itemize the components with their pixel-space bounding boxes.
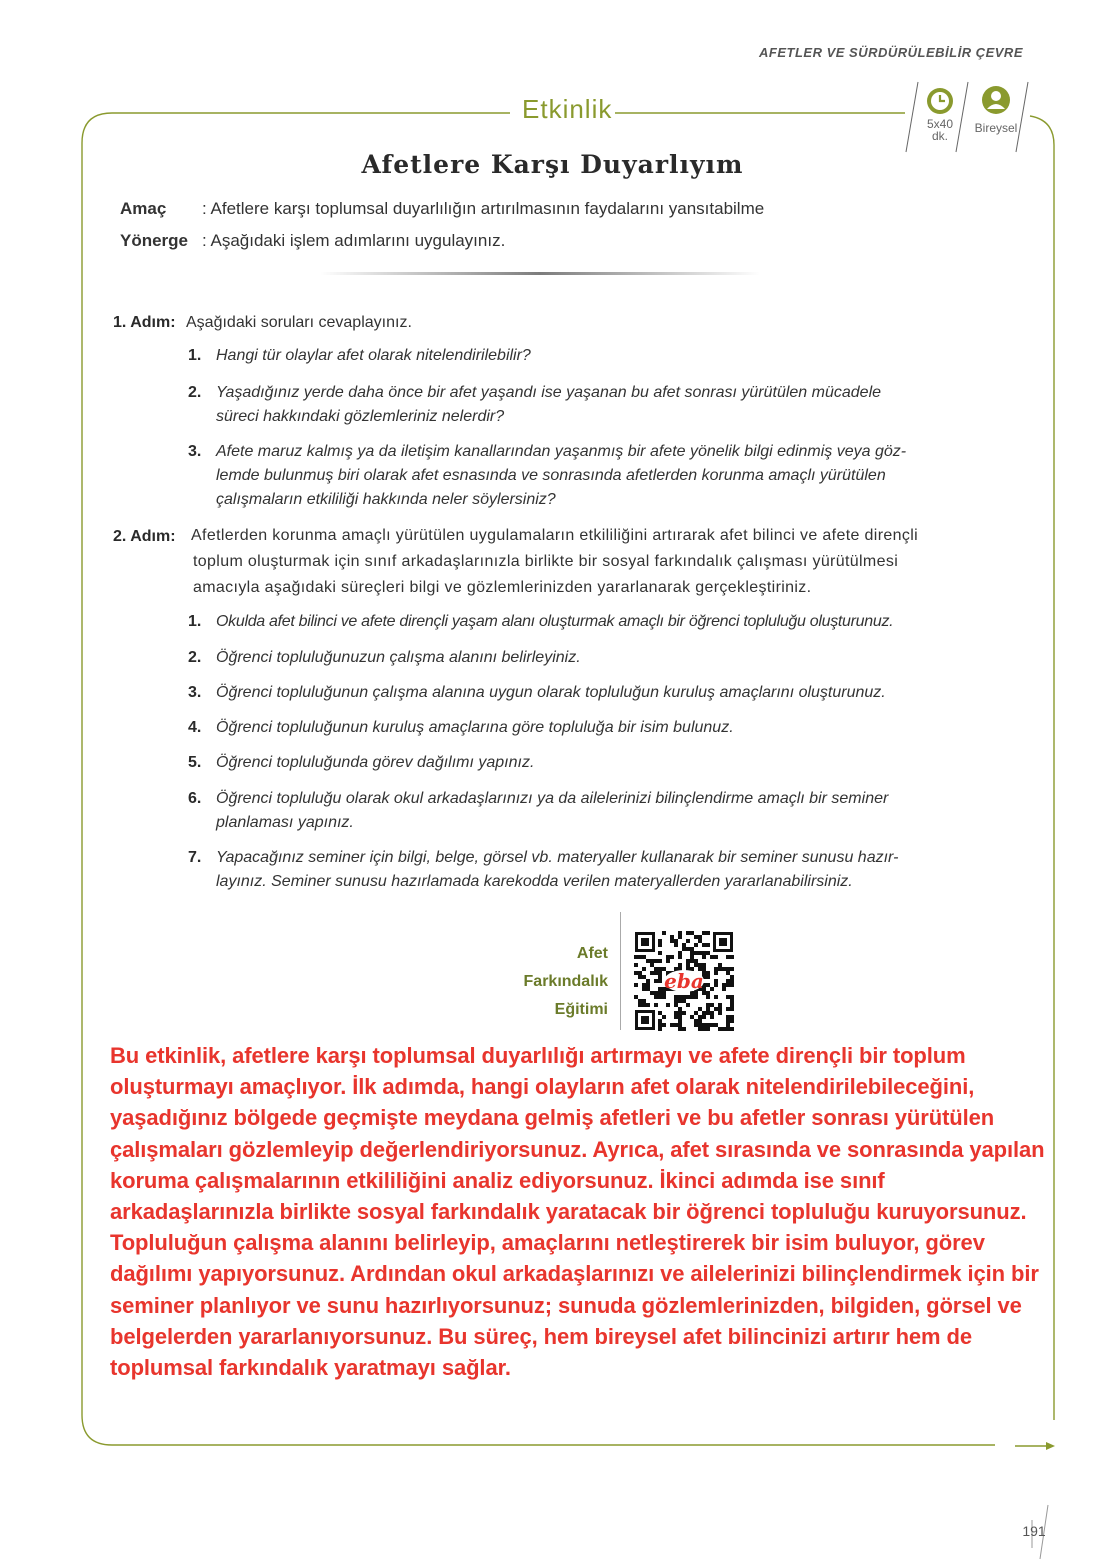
qr-module	[674, 943, 678, 947]
qr-label-line: Eğitimi	[554, 1001, 608, 1018]
item-line: planlaması yapınız.	[216, 814, 354, 831]
activity-title: Afetlere Karşı Duyarlıyım	[361, 150, 744, 179]
qr-module	[706, 951, 710, 955]
qr-module	[698, 1019, 702, 1023]
qr-module	[690, 931, 694, 935]
step2-item	[216, 787, 888, 835]
qr-module	[658, 951, 662, 955]
qr-module	[694, 951, 698, 955]
qr-module	[706, 1027, 710, 1031]
question-line: Yaşadığınız yerde daha önce bir afet yaşandı ise yaşanan bu afet sonrası yürütülen mücadele	[216, 384, 882, 401]
qr-module	[726, 1027, 730, 1031]
qr-module	[722, 967, 726, 971]
step1-question-number: 3.	[188, 443, 202, 460]
qr-module	[730, 975, 734, 979]
qr-module	[726, 1007, 730, 1011]
qr-module	[682, 995, 686, 999]
qr-module	[638, 1003, 642, 1007]
qr-module	[706, 1011, 710, 1015]
qr-module	[726, 971, 730, 975]
qr-module	[722, 1027, 726, 1031]
qr-module	[642, 987, 646, 991]
qr-module	[634, 971, 638, 975]
qr-module	[682, 1027, 686, 1031]
step1-question-number: 2.	[188, 384, 202, 401]
qr-module	[714, 1007, 718, 1011]
qr-module	[730, 983, 734, 987]
qr-module	[710, 1003, 714, 1007]
item-line: Yapacağınız seminer için bilgi, belge, görsel vb. materyaller kullanarak bir seminer sunusu hazır-	[216, 849, 899, 866]
qr-label-line: Farkındalık	[523, 973, 608, 990]
item-line: Öğrenci topluluğunuzun çalışma alanını belirleyiniz.	[216, 649, 581, 666]
qr-module	[682, 947, 686, 951]
qr-module	[674, 939, 678, 943]
qr-module	[726, 1015, 730, 1019]
qr-module	[642, 983, 646, 987]
step2-line: Afetlerden korunma amaçlı yürütülen uygulamaların etkililiğini artırarak afet bilinci ve afete dirençli	[191, 527, 919, 544]
qr-module	[658, 1023, 662, 1027]
qr-module	[642, 955, 646, 959]
qr-module	[690, 951, 694, 955]
step2-line: toplum oluşturmak için sınıf arkadaşlarınızla birlikte bir sosyal farkındalık çalışması yürütülmesi	[193, 553, 899, 570]
qr-module	[674, 1003, 678, 1007]
qr-module	[658, 1019, 662, 1023]
item-line: Öğrenci topluluğunun çalışma alanına uygun olarak topluluğun kuruluş amaçlarını oluşturunuz.	[216, 684, 886, 701]
qr-module	[730, 967, 734, 971]
qr-module	[698, 1007, 702, 1011]
qr-module	[726, 995, 730, 999]
qr-module	[694, 1023, 698, 1027]
qr-module	[682, 943, 686, 947]
question-line: Afete maruz kalmış ya da iletişim kanallarından yaşanmış bir afete yönelik bilgi edinmiş veya göz-	[216, 443, 907, 460]
item-line: Öğrenci topluluğunun kuruluş amaçlarına göre topluluğa bir isim bulunuz.	[216, 719, 734, 736]
qr-module	[678, 1023, 682, 1027]
qr-module	[662, 1023, 666, 1027]
qr-module	[706, 971, 710, 975]
qr-module	[658, 939, 662, 943]
qr-module	[642, 975, 646, 979]
qr-module	[646, 987, 650, 991]
qr-module	[726, 1019, 730, 1023]
qr-module	[634, 963, 638, 967]
qr-module	[726, 967, 730, 971]
qr-module	[678, 951, 682, 955]
qr-module	[666, 1003, 670, 1007]
qr-module	[686, 963, 690, 967]
step1-question-number: 1.	[188, 347, 202, 364]
qr-module	[694, 935, 698, 939]
qr-label-line: Afet	[576, 945, 608, 962]
section-header-title: AFETLER VE SÜRDÜRÜLEBİLİR ÇEVRE	[759, 45, 1023, 60]
qr-module	[670, 955, 674, 959]
qr-module	[678, 1007, 682, 1011]
step2-line: amacıyla aşağıdaki süreçleri bilgi ve gözlemlerinizden yararlanarak gerçekleştiriniz.	[193, 579, 812, 596]
qr-module	[678, 963, 682, 967]
qr-module	[702, 1027, 706, 1031]
step2-key: 2. Adım:	[113, 528, 176, 545]
qr-module	[634, 995, 638, 999]
qr-module	[638, 975, 642, 979]
qr-module	[702, 1011, 706, 1015]
step2-item	[216, 681, 886, 705]
step2-item-number: 6.	[188, 790, 202, 807]
summary-text: Bu etkinlik, afetlere karşı toplumsal duyarlılığı artırmayı ve afete dirençli bir toplum oluşturmayı amaçlıyor. İlk adımda, hangi olayların afet olarak nitelendirilebileceğini, yaşadığınız bölgede geçmişte meydana gelmiş afetleri ve bu afetler sonrası yürütülen çalışmaları gözlemleyip değerlendiriyorsunuz. Ayrıca, afet sırasında ve sonrasında yapılan koruma çalışmalarının etkililiğini analiz ediyorsunuz. İkinci adımda ise sınıf arkadaşlarınızla birlikte sosyal farkındalık yaratacak bir öğrenci topluluğu kuruyorsunuz. Topluluğun çalışma alanını belirleyip, amaçlarını netleştirerek bir isim buluyor, görev dağılımı yapıyorsunuz. Ardından okul arkadaşlarınızı ve ailelerinizi bilinçlendirmek için bir seminer planlıyor ve sunu hazırlıyorsunuz; sunuda gözlemlerinizden, bilgiden, görsel ve belgelerden yararlanıyorsunuz. Bu süreç, hem bireysel afet bilincinizi artırır hem de toplumsal farkındalık yaratmayı sağlar.	[110, 1043, 1045, 1381]
qr-module	[710, 1015, 714, 1019]
qr-module	[634, 983, 638, 987]
qr-module	[702, 1023, 706, 1027]
step2-item-number: 1.	[188, 613, 202, 630]
qr-module	[678, 1019, 682, 1023]
qr-module	[658, 959, 662, 963]
item-line: Öğrenci topluluğu olarak okul arkadaşlarınızı ya da ailelerinizi bilinçlendirme amaçlı bir seminer	[216, 790, 889, 807]
person-icon	[980, 84, 1012, 116]
qr-module	[678, 931, 682, 935]
aim-key: Amaç	[120, 199, 167, 218]
qr-module	[670, 1023, 674, 1027]
qr-module	[702, 1015, 706, 1019]
step2-item	[216, 610, 893, 634]
qr-module	[698, 1023, 702, 1027]
qr-module	[658, 971, 662, 975]
qr-module	[694, 1011, 698, 1015]
qr-module	[690, 955, 694, 959]
qr-module	[642, 1003, 646, 1007]
qr-module	[710, 955, 714, 959]
qr-module	[650, 963, 654, 967]
qr-module	[666, 955, 670, 959]
qr-module	[658, 995, 662, 999]
qr-module	[694, 943, 698, 947]
qr-module	[730, 1015, 734, 1019]
qr-module	[730, 1019, 734, 1023]
qr-module	[714, 971, 718, 975]
qr-module	[722, 987, 726, 991]
qr-module	[714, 955, 718, 959]
qr-module	[706, 975, 710, 979]
qr-module	[678, 1015, 682, 1019]
qr-module	[730, 955, 734, 959]
qr-module	[714, 979, 718, 983]
qr-divider	[620, 912, 621, 1030]
qr-module	[638, 971, 642, 975]
qr-module	[686, 1003, 690, 1007]
qr-module	[654, 967, 658, 971]
qr-module	[646, 1003, 650, 1007]
qr-module	[674, 1011, 678, 1015]
qr-module	[710, 1011, 714, 1015]
qr-module	[690, 1015, 694, 1019]
qr-module	[706, 991, 710, 995]
qr-module	[694, 963, 698, 967]
qr-module	[658, 967, 662, 971]
step2-item	[216, 751, 534, 775]
qr-module	[690, 995, 694, 999]
qr-module	[666, 959, 670, 963]
qr-module	[698, 1015, 702, 1019]
clock-icon	[924, 86, 956, 116]
time-badge-label	[918, 118, 962, 142]
qr-module	[694, 959, 698, 963]
time-label-line1: 5x40	[926, 117, 954, 131]
qr-module	[634, 955, 638, 959]
qr-module	[730, 1003, 734, 1007]
divider	[320, 272, 760, 275]
qr-module	[718, 1011, 722, 1015]
qr-module	[658, 1011, 662, 1015]
qr-module	[702, 955, 706, 959]
page-number: 191	[1022, 1523, 1046, 1539]
qr-module	[686, 995, 690, 999]
qr-module	[686, 947, 690, 951]
qr-module	[706, 1023, 710, 1027]
qr-module	[646, 979, 650, 983]
qr-module	[678, 995, 682, 999]
qr-module	[678, 935, 682, 939]
qr-module	[690, 947, 694, 951]
step1-text: Aşağıdaki soruları cevaplayınız.	[186, 314, 412, 331]
qr-module	[698, 951, 702, 955]
qr-module	[678, 999, 682, 1003]
instruction-key: Yönerge	[120, 231, 189, 250]
qr-module	[642, 967, 646, 971]
qr-module	[654, 971, 658, 975]
qr-module	[718, 1027, 722, 1031]
question-line: çalışmaların etkililiği hakkında neler söylersiniz?	[216, 491, 556, 508]
qr-module	[714, 1023, 718, 1027]
qr-module	[678, 1027, 682, 1031]
qr-module	[714, 967, 718, 971]
step2-item-number: 7.	[188, 849, 202, 866]
step1-question	[216, 381, 881, 429]
qr-module	[686, 959, 690, 963]
qr-module	[654, 1003, 658, 1007]
step2-item-number: 3.	[188, 684, 202, 701]
mode-badge-label: Bireysel	[974, 121, 1018, 135]
qr-module	[694, 995, 698, 999]
qr-module	[658, 975, 662, 979]
item-line: Öğrenci topluluğunda görev dağılımı yapınız.	[216, 754, 535, 771]
qr-module	[730, 1027, 734, 1031]
qr-module	[718, 1007, 722, 1011]
qr-module	[686, 931, 690, 935]
qr-module	[702, 943, 706, 947]
aim-value: : Afetlere karşı toplumsal duyarlılığın artırılmasının faydalarını yansıtabilme	[202, 199, 765, 218]
qr-module	[698, 939, 702, 943]
qr-module	[710, 1023, 714, 1027]
qr-module	[694, 1019, 698, 1023]
qr-module	[682, 1011, 686, 1015]
qr-module	[642, 999, 646, 1003]
qr-module	[714, 983, 718, 987]
qr-module	[662, 1015, 666, 1019]
step1-question	[216, 440, 906, 512]
qr-module	[678, 955, 682, 959]
qr-module	[650, 959, 654, 963]
question-line: lemde bulunmuş biri olarak afet esnasında ve sonrasında afetlerden korunma amaçlı yürütülen	[216, 467, 886, 484]
qr-module	[646, 959, 650, 963]
activity-tag: Etkinlik	[522, 94, 613, 124]
qr-module	[638, 999, 642, 1003]
qr-module	[658, 987, 662, 991]
qr-module	[698, 963, 702, 967]
step2-item-number: 4.	[188, 719, 202, 736]
qr-code[interactable]	[634, 931, 734, 1031]
qr-module	[658, 979, 662, 983]
qr-module	[702, 951, 706, 955]
qr-module	[674, 999, 678, 1003]
question-line: Hangi tür olaylar afet olarak nitelendirilebilir?	[216, 347, 531, 364]
qr-module	[690, 959, 694, 963]
qr-module	[654, 995, 658, 999]
qr-module	[726, 1023, 730, 1027]
item-line: Okulda afet bilinci ve afete dirençli yaşam alanı oluşturmak amaçlı bir öğrenci topluluğu oluşturunuz.	[216, 613, 894, 630]
eba-logo: eba	[664, 969, 704, 993]
qr-module	[670, 935, 674, 939]
qr-module	[726, 979, 730, 983]
qr-module	[658, 991, 662, 995]
qr-label	[480, 940, 608, 1024]
qr-module	[698, 935, 702, 939]
qr-module	[662, 931, 666, 935]
qr-module	[702, 963, 706, 967]
qr-module	[730, 1007, 734, 1011]
qr-module	[722, 983, 726, 987]
qr-module	[714, 995, 718, 999]
qr-module	[706, 983, 710, 987]
qr-module	[654, 959, 658, 963]
qr-module	[730, 995, 734, 999]
qr-module	[650, 971, 654, 975]
qr-module	[674, 1015, 678, 1019]
qr-module	[726, 983, 730, 987]
qr-module	[706, 995, 710, 999]
step2-item	[216, 846, 898, 894]
step2-text	[191, 523, 918, 601]
qr-module	[730, 999, 734, 1003]
qr-module	[670, 939, 674, 943]
qr-module	[682, 999, 686, 1003]
qr-module	[658, 943, 662, 947]
qr-module	[650, 991, 654, 995]
step1-question	[216, 344, 531, 368]
qr-module	[654, 979, 658, 983]
qr-module	[706, 931, 710, 935]
question-line: süreci hakkındaki gözlemleriniz nelerdir?	[216, 408, 505, 425]
qr-module	[674, 1023, 678, 1027]
qr-module	[718, 967, 722, 971]
qr-module	[730, 979, 734, 983]
qr-module	[702, 931, 706, 935]
qr-module	[718, 1003, 722, 1007]
qr-module	[698, 1027, 702, 1031]
qr-module	[718, 963, 722, 967]
time-label-line2: dk.	[931, 129, 948, 143]
qr-module	[646, 983, 650, 987]
qr-module	[658, 1027, 662, 1031]
qr-module	[654, 991, 658, 995]
qr-module	[706, 1007, 710, 1011]
qr-module	[662, 995, 666, 999]
qr-module	[706, 1003, 710, 1007]
step1-key: 1. Adım:	[113, 314, 176, 331]
qr-module	[686, 939, 690, 943]
step2-item-number: 2.	[188, 649, 202, 666]
qr-module	[678, 1011, 682, 1015]
step2-item-number: 5.	[188, 754, 202, 771]
qr-module	[674, 995, 678, 999]
item-line: layınız. Seminer sunusu hazırlamada karekodda verilen materyallerden yararlanabilirsiniz.	[216, 873, 853, 890]
step2-item	[216, 716, 734, 740]
qr-module	[710, 987, 714, 991]
instruction-value: : Aşağıdaki işlem adımlarını uygulayınız.	[202, 231, 506, 250]
step2-item	[216, 646, 581, 670]
qr-module	[706, 943, 710, 947]
qr-module	[726, 955, 730, 959]
qr-module	[638, 955, 642, 959]
